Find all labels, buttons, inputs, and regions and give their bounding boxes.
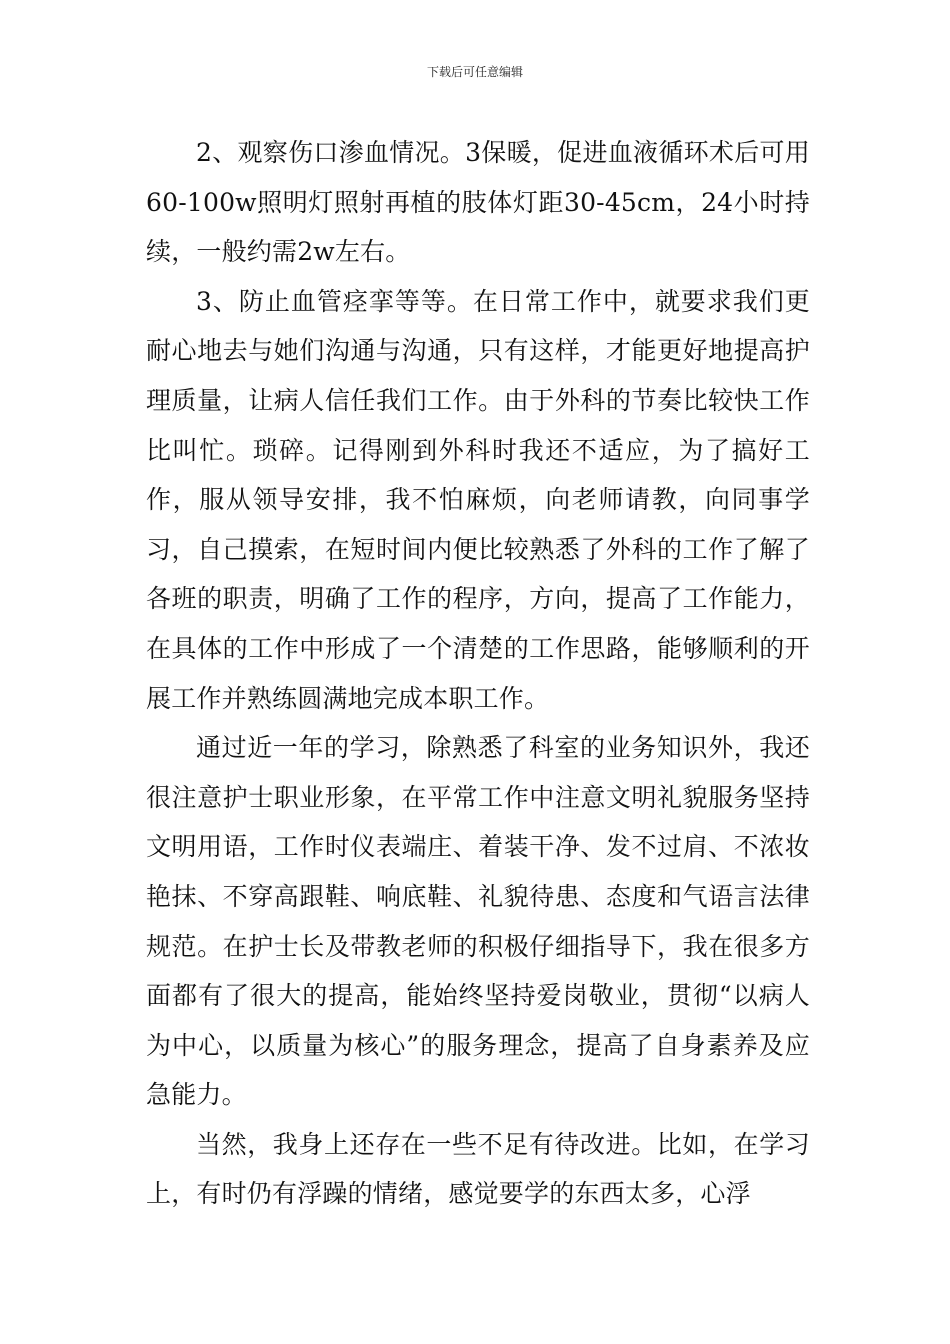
paragraph-shortcomings: 当然，我身上还存在一些不足有待改进。比如，在学习上，有时仍有浮躁的情绪，感觉要学的东西太多，心浮 <box>146 1129 810 1209</box>
paragraph-vasospasm-work: 3、防止血管痉挛等等。在日常工作中，就要求我们更耐心地去与她们沟通与沟通，只有这样，才能更好地提高护理质量，让病人信任我们工作。由于外科的节奏比较快工作比叫忙。琐碎。记得刚到外科时我还不适应，为了搞好工作，服从领导安排，我不怕麻烦，向老师请教，向同事学习，自己摸索，在短时间内便比较熟悉了外科的工作了解了各班的职责，明确了工作的程序，方向，提高了工作能力，在具体的工作中形成了一个清楚的工作思路，能够顺利的开展工作并熟练圆满地完成本职工作。 <box>146 286 810 713</box>
document-body <box>146 128 810 1219</box>
page-header-note: 下载后可任意编辑 <box>426 65 523 79</box>
paragraph-wound-observation: 2、观察伤口渗血情况。3保暖，促进血液循环术后可用60-100w照明灯照射再植的肢体灯距30-45cm，24小时持续，一般约需2w左右。 <box>146 138 810 267</box>
paragraph-professional-image: 通过近一年的学习，除熟悉了科室的业务知识外，我还很注意护士职业形象，在平常工作中注意文明礼貌服务坚持文明用语，工作时仪表端庄、着装干净、发不过肩、不浓妆艳抹、不穿高跟鞋、响底鞋、礼貌待患、态度和气语言法律规范。在护士长及带教老师的积极仔细指导下，我在很多方面都有了很大的提高，能始终坚持爱岗敬业，贯彻“以病人为中心，以质量为核心”的服务理念，提高了自身素养及应急能力。 <box>146 733 810 1110</box>
